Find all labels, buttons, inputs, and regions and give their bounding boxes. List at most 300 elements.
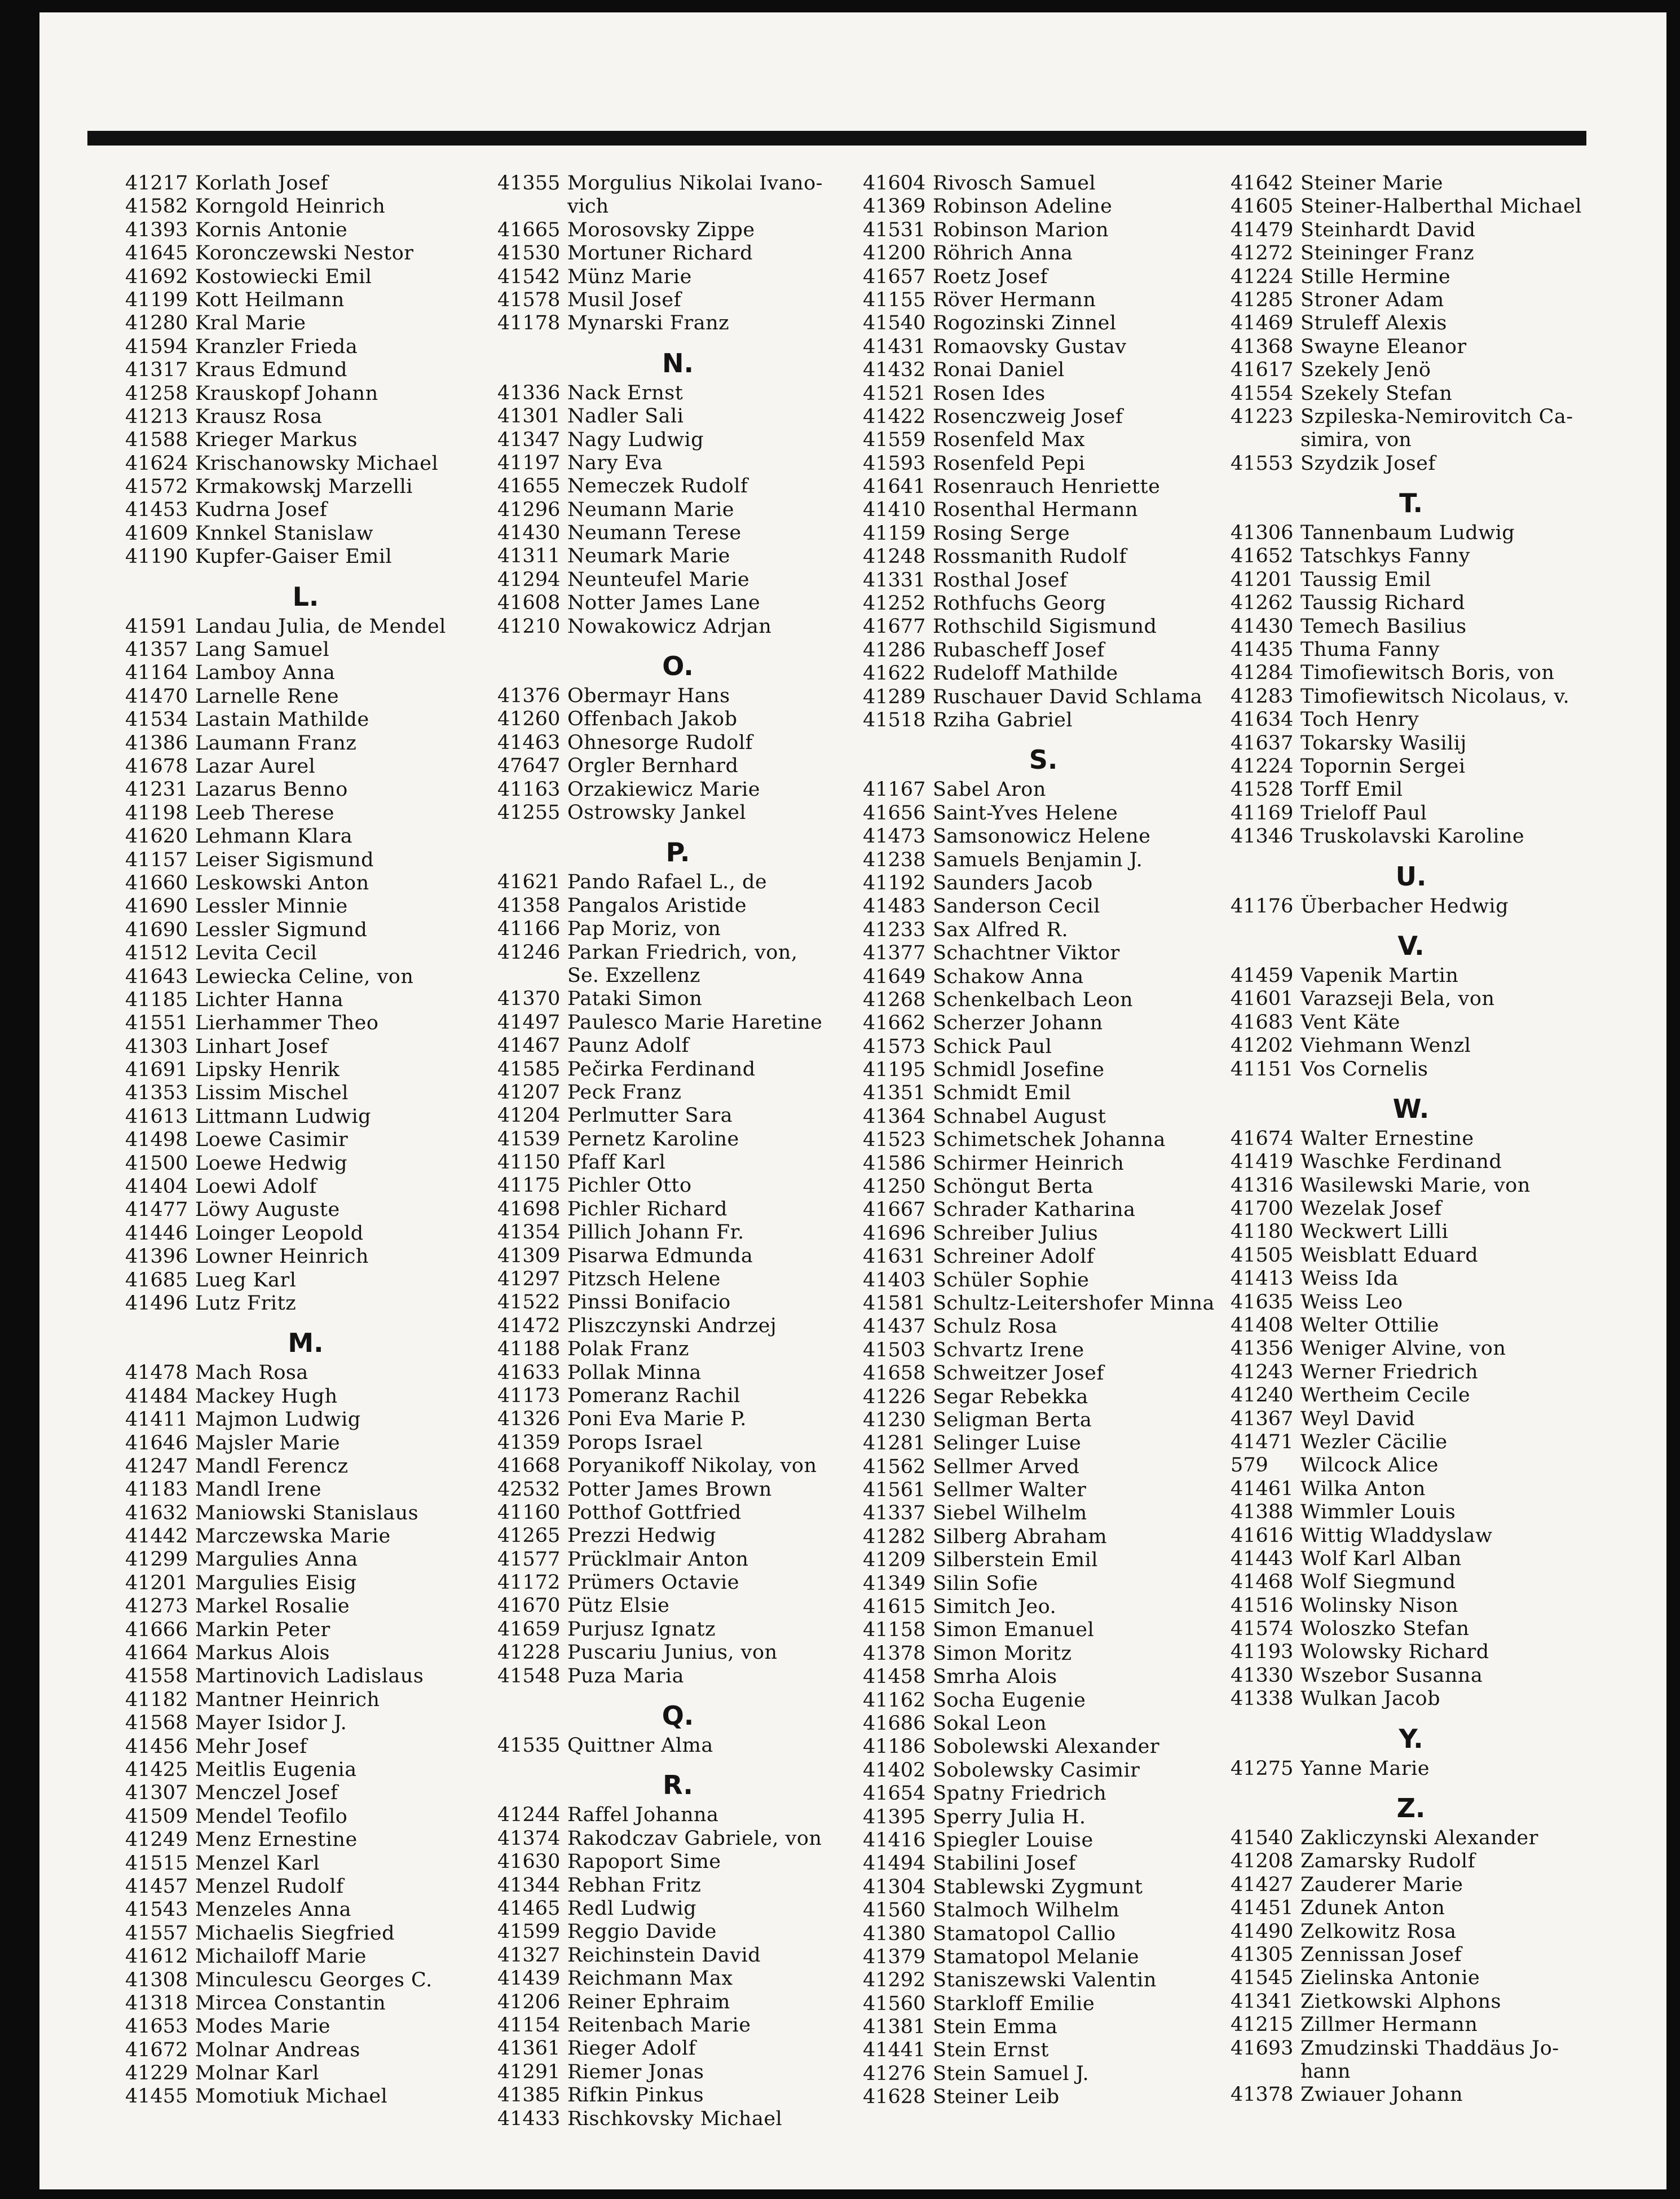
directory-entry xyxy=(1231,1664,1591,1687)
entry-number: 41690 xyxy=(125,918,188,941)
entry-number: 41528 xyxy=(1231,778,1294,801)
entry-number: 41441 xyxy=(863,2039,926,2062)
directory-entry xyxy=(125,2062,486,2085)
entry-number: 41674 xyxy=(1231,1127,1294,1150)
entry-number: 41624 xyxy=(125,452,188,475)
entry-number: 41164 xyxy=(125,662,188,685)
entry-name: Schultz-Leitershofer Minna xyxy=(933,1292,1215,1315)
entry-number: 41631 xyxy=(863,1245,926,1268)
entry-number: 41437 xyxy=(863,1315,926,1338)
directory-entry xyxy=(497,1641,858,1664)
entry-number: 41197 xyxy=(497,451,561,474)
entry-name: Struleff Alexis xyxy=(1300,312,1447,335)
entry-number: 41446 xyxy=(125,1222,188,1245)
section-letter-heading: L. xyxy=(292,581,319,612)
entry-name: Sabel Aron xyxy=(933,778,1046,801)
directory-entry xyxy=(1231,1244,1591,1267)
entry-number: 41469 xyxy=(1231,312,1294,335)
entry-number: 41457 xyxy=(125,1875,188,1898)
entry-name: Wszebor Susanna xyxy=(1300,1664,1483,1687)
directory-entry xyxy=(1231,1641,1591,1664)
directory-entry xyxy=(1231,1594,1591,1618)
entry-name: Schulz Rosa xyxy=(933,1315,1058,1338)
entry-number: 41562 xyxy=(863,1455,926,1478)
entry-name: Potthof Gottfried xyxy=(567,1501,742,1524)
entry-name: Swayne Eleanor xyxy=(1300,335,1467,358)
entry-number: 41470 xyxy=(125,685,188,708)
directory-entry xyxy=(125,1245,486,1268)
directory-entry xyxy=(125,266,486,289)
directory-entry xyxy=(125,1129,486,1152)
entry-number: 41182 xyxy=(125,1688,188,1711)
directory-entry xyxy=(1231,1618,1591,1641)
entry-name: Margulies Eisig xyxy=(195,1571,357,1594)
entry-number: 579 xyxy=(1231,1454,1268,1477)
directory-entry xyxy=(863,1899,1224,1922)
directory-entry xyxy=(497,1734,858,1757)
entry-number: 41523 xyxy=(863,1129,926,1152)
entry-name: Rosenfeld Pepi xyxy=(933,452,1086,475)
entry-name: Nary Eva xyxy=(567,451,663,474)
entry-name: Pütz Elsie xyxy=(567,1594,670,1618)
entry-number: 41645 xyxy=(125,242,188,265)
directory-entry xyxy=(125,429,486,452)
entry-name: Rosen Ides xyxy=(933,382,1046,405)
directory-entry xyxy=(1231,1967,1591,1990)
entry-name: Krausz Rosa xyxy=(195,405,323,428)
directory-entry xyxy=(125,1012,486,1035)
entry-number: 41173 xyxy=(497,1384,561,1407)
entry-name: Korlath Josef xyxy=(195,172,329,195)
entry-number: 41364 xyxy=(863,1105,926,1128)
entry-name: Lipsky Henrik xyxy=(195,1059,340,1082)
entry-name: Vent Käte xyxy=(1300,1011,1400,1034)
entry-number: 41280 xyxy=(125,312,188,335)
entry-name: Larnelle Rene xyxy=(195,685,339,708)
directory-entry xyxy=(497,545,858,568)
entry-number: 41410 xyxy=(863,499,926,522)
entry-name: Schirmer Heinrich xyxy=(933,1152,1125,1175)
entry-number: 41646 xyxy=(125,1431,188,1455)
entry-number: 41379 xyxy=(863,1945,926,1968)
entry-name: Yanne Marie xyxy=(1300,1757,1430,1780)
entry-name: Mircea Constantin xyxy=(195,1991,386,2015)
entry-name: Pomeranz Rachil xyxy=(567,1384,740,1407)
directory-entry xyxy=(863,195,1224,218)
entry-name: Momotiuk Michael xyxy=(195,2085,388,2108)
entry-name: Neumann Terese xyxy=(567,522,742,545)
entry-name: Pichler Richard xyxy=(567,1197,727,1220)
entry-name: Tannenbaum Ludwig xyxy=(1300,522,1515,545)
directory-entry xyxy=(125,1082,486,1105)
directory-entry xyxy=(863,1152,1224,1175)
entry-name: Porops Israel xyxy=(567,1431,703,1454)
directory-entry xyxy=(863,1526,1224,1549)
entry-name: Menzel Karl xyxy=(195,1852,320,1875)
directory-entry xyxy=(863,1245,1224,1268)
entry-name: Leeb Therese xyxy=(195,801,334,825)
entry-name: Leskowski Anton xyxy=(195,871,369,894)
entry-name: Kostowiecki Emil xyxy=(195,265,372,288)
entry-number: 41403 xyxy=(863,1268,926,1292)
directory-entry xyxy=(497,1174,858,1197)
entry-name: Silin Sofie xyxy=(933,1572,1038,1595)
entry-name: Schimetschek Johanna xyxy=(933,1129,1166,1152)
entry-number: 41456 xyxy=(125,1735,188,1758)
entry-name: Werner Friedrich xyxy=(1300,1360,1479,1383)
entry-number: 41574 xyxy=(1231,1618,1294,1641)
entry-number: 41430 xyxy=(1231,615,1294,638)
directory-entry xyxy=(125,1035,486,1059)
entry-number: 41582 xyxy=(125,195,188,218)
entry-name: Zwiauer Johann xyxy=(1300,2083,1463,2107)
entry-number: 41630 xyxy=(497,1850,561,1874)
directory-entry xyxy=(863,1806,1224,1829)
entry-name: Obermayr Hans xyxy=(567,685,730,708)
entry-name: Pinssi Bonifacio xyxy=(567,1291,731,1314)
entry-number: 41425 xyxy=(125,1759,188,1781)
entry-name: Trieloff Paul xyxy=(1300,801,1427,825)
directory-entry xyxy=(125,895,486,918)
entry-number: 41572 xyxy=(125,475,188,499)
entry-number: 41696 xyxy=(863,1222,926,1245)
entry-number: 41692 xyxy=(125,265,188,288)
entry-number: 41226 xyxy=(863,1385,926,1408)
entry-number: 41185 xyxy=(125,988,188,1011)
entry-number: 41443 xyxy=(1231,1547,1294,1570)
entry-name: Weniger Alvine, von xyxy=(1300,1337,1506,1360)
top-rule xyxy=(87,131,1586,146)
directory-entry xyxy=(863,266,1224,289)
entry-number: 41690 xyxy=(125,895,188,918)
entry-name: Steiner Leib xyxy=(933,2086,1060,2109)
entry-number: 41192 xyxy=(863,871,926,894)
directory-entry xyxy=(497,242,858,265)
entry-number: 41311 xyxy=(497,545,561,568)
entry-name: Lutz Fritz xyxy=(195,1292,297,1315)
entry-number: 41282 xyxy=(863,1525,926,1548)
entry-name: Truskolavski Karoline xyxy=(1300,825,1525,848)
entry-number: 41512 xyxy=(125,942,188,965)
entry-number: 41458 xyxy=(863,1665,926,1689)
entry-number: 41258 xyxy=(125,382,188,405)
directory-entry xyxy=(497,266,858,289)
entry-number: 41337 xyxy=(863,1502,926,1525)
entry-name: Rifkin Pinkus xyxy=(567,2084,704,2107)
entry-number: 41230 xyxy=(863,1408,926,1431)
directory-entry xyxy=(497,1850,858,1874)
entry-number: 41522 xyxy=(497,1291,561,1314)
entry-name: Steiner Marie xyxy=(1300,172,1443,195)
entry-number: 41210 xyxy=(497,615,561,638)
entry-number: 41543 xyxy=(125,1898,188,1922)
entry-number: 41341 xyxy=(1231,1990,1294,2013)
entry-number: 41215 xyxy=(1231,2013,1294,2037)
directory-entry xyxy=(125,336,486,359)
entry-name: Silberstein Emil xyxy=(933,1549,1098,1572)
directory-entry xyxy=(497,685,858,708)
entry-number: 41338 xyxy=(1231,1687,1294,1711)
directory-entry xyxy=(863,686,1224,709)
entry-name: Wolowsky Richard xyxy=(1300,1641,1489,1664)
directory-entry xyxy=(863,1269,1224,1292)
entry-name: Zennissan Josef xyxy=(1300,1944,1462,1966)
entry-number: 41463 xyxy=(497,731,561,754)
directory-entry xyxy=(125,1665,486,1688)
directory-entry xyxy=(1231,1127,1591,1151)
entry-name: Nack Ernst xyxy=(567,381,684,404)
entry-number: 41233 xyxy=(863,918,926,941)
entry-name: Menz Ernestine xyxy=(195,1828,358,1852)
entry-number: 41154 xyxy=(497,2013,561,2037)
entry-name: Schrader Katharina xyxy=(933,1198,1136,1222)
entry-number: 41686 xyxy=(863,1712,926,1735)
entry-number: 41255 xyxy=(497,801,561,824)
entry-number: 41326 xyxy=(497,1408,561,1431)
entry-number: 41213 xyxy=(125,405,188,428)
entry-number: 41478 xyxy=(125,1361,188,1385)
directory-entry xyxy=(125,545,486,569)
directory-entry xyxy=(1231,1267,1591,1290)
entry-name: Saunders Jacob xyxy=(933,871,1093,894)
directory-entry xyxy=(1231,1850,1591,1873)
directory-entry xyxy=(497,522,858,545)
directory-entry xyxy=(125,1361,486,1385)
entry-name: Kraus Edmund xyxy=(195,359,348,382)
entry-number: 41419 xyxy=(1231,1151,1294,1174)
entry-number: 41483 xyxy=(863,895,926,918)
entry-number: 41151 xyxy=(1231,1057,1294,1081)
entry-number: 41591 xyxy=(125,615,188,638)
entry-name: Korngold Heinrich xyxy=(195,195,386,218)
entry-number: 41330 xyxy=(1231,1664,1294,1687)
directory-entry xyxy=(863,966,1224,989)
entry-name: Nadler Sali xyxy=(567,405,684,428)
directory-entry xyxy=(863,639,1224,662)
directory-entry xyxy=(1231,1524,1591,1548)
directory-entry xyxy=(497,1665,858,1688)
entry-number: 41291 xyxy=(497,2060,561,2083)
directory-entry xyxy=(125,312,486,335)
entry-name: Krieger Markus xyxy=(195,429,358,452)
directory-entry xyxy=(497,2037,858,2060)
directory-entry xyxy=(125,1502,486,1525)
entry-number: 41599 xyxy=(497,1920,561,1944)
entry-number: 41588 xyxy=(125,429,188,452)
entry-name: Wimmler Louis xyxy=(1300,1501,1456,1524)
directory-entry xyxy=(863,1665,1224,1689)
entry-number: 41560 xyxy=(863,1992,926,2015)
entry-number: 41658 xyxy=(863,1362,926,1385)
entry-number: 41601 xyxy=(1231,988,1294,1011)
entry-number: 41490 xyxy=(1231,1920,1294,1943)
entry-name: Littmann Ludwig xyxy=(195,1105,372,1128)
column-2 xyxy=(497,172,858,2131)
directory-entry xyxy=(863,1642,1224,1665)
entry-number: 41678 xyxy=(125,755,188,778)
entry-number: 42532 xyxy=(497,1478,561,1501)
entry-name: Rogozinski Zinnel xyxy=(933,312,1117,335)
directory-entry xyxy=(1231,638,1591,662)
entry-number: 41559 xyxy=(863,429,926,452)
entry-number: 41693 xyxy=(1231,2037,1294,2060)
entry-name: Stamatopol Melanie xyxy=(933,1945,1139,1968)
directory-entry xyxy=(1231,778,1591,801)
directory-entry xyxy=(1231,1874,1591,1897)
entry-name: Rothfuchs Georg xyxy=(933,592,1106,615)
entry-number: 41422 xyxy=(863,405,926,428)
directory-entry xyxy=(1231,382,1591,406)
entry-name: Rosing Serge xyxy=(933,522,1070,545)
entry-name: Loewi Adolf xyxy=(195,1175,317,1198)
entry-number: 41622 xyxy=(863,662,926,685)
entry-number: 41260 xyxy=(497,708,561,731)
directory-entry xyxy=(863,1759,1224,1782)
directory-entry xyxy=(125,638,486,662)
entry-number: 41467 xyxy=(497,1034,561,1057)
directory-entry xyxy=(125,1478,486,1501)
directory-entry xyxy=(1231,802,1591,825)
entry-number: 41228 xyxy=(497,1641,561,1664)
entry-name: Pichler Otto xyxy=(567,1174,692,1197)
section-letter-heading: V. xyxy=(1397,930,1425,961)
directory-entry xyxy=(125,452,486,475)
directory-entry xyxy=(497,988,858,1011)
directory-entry xyxy=(863,1129,1224,1152)
entry-number: 41306 xyxy=(1231,522,1294,545)
directory-entry xyxy=(863,1386,1224,1409)
entry-name: Notter James Lane xyxy=(567,592,761,615)
directory-entry xyxy=(497,475,858,498)
directory-entry xyxy=(863,1175,1224,1198)
entry-number: 41285 xyxy=(1231,288,1294,311)
directory-entry xyxy=(863,1479,1224,1502)
entry-number: 41531 xyxy=(863,218,926,241)
entry-number: 41249 xyxy=(125,1828,188,1852)
entry-name: Morosovsky Zippe xyxy=(567,218,755,241)
directory-entry xyxy=(497,755,858,778)
entry-number: 41516 xyxy=(1231,1594,1294,1617)
entry-number: 41535 xyxy=(497,1734,561,1757)
entry-name: Wolinsky Nison xyxy=(1300,1594,1459,1617)
entry-number: 41477 xyxy=(125,1198,188,1222)
entry-name: Sperry Julia H. xyxy=(933,1805,1086,1828)
directory-entry xyxy=(863,942,1224,965)
directory-entry xyxy=(125,662,486,685)
entry-number: 41411 xyxy=(125,1408,188,1431)
directory-entry xyxy=(497,2084,858,2107)
directory-entry xyxy=(125,849,486,872)
entry-number: 41494 xyxy=(863,1852,926,1875)
entry-name: Mandl Irene xyxy=(195,1478,321,1501)
entry-number: 41395 xyxy=(863,1805,926,1828)
entry-number: 41292 xyxy=(863,1969,926,1992)
entry-number: 41621 xyxy=(497,871,561,894)
entry-number: 41296 xyxy=(497,498,561,521)
entry-name: Redl Ludwig xyxy=(567,1897,697,1920)
entry-number: 41193 xyxy=(1231,1641,1294,1664)
entry-number: 41198 xyxy=(125,801,188,825)
directory-entry xyxy=(1231,359,1591,382)
entry-name: Ruschauer David Schlama xyxy=(933,685,1203,708)
entry-name: Morgulius Nikolai Ivano- xyxy=(567,172,823,195)
directory-entry xyxy=(497,778,858,801)
entry-number: 41380 xyxy=(863,1922,926,1945)
entry-number: 41605 xyxy=(1231,195,1294,218)
entry-number: 41201 xyxy=(125,1571,188,1594)
entry-name: Starkloff Emilie xyxy=(933,1992,1095,2015)
entry-number: 41473 xyxy=(863,825,926,848)
entry-number: 41586 xyxy=(863,1152,926,1175)
directory-entry xyxy=(125,615,486,638)
entry-number: 41637 xyxy=(1231,731,1294,755)
entry-number: 41668 xyxy=(497,1455,561,1478)
entry-number: 41368 xyxy=(1231,335,1294,358)
directory-entry xyxy=(1231,1478,1591,1501)
entry-number: 41560 xyxy=(863,1899,926,1922)
entry-number: 41652 xyxy=(1231,545,1294,568)
directory-entry xyxy=(863,778,1224,801)
entry-name: Menzeles Anna xyxy=(195,1898,351,1922)
directory-entry xyxy=(125,1852,486,1875)
directory-entry xyxy=(125,382,486,406)
entry-name: Sax Alfred R. xyxy=(933,918,1069,941)
entry-number: 41175 xyxy=(497,1174,561,1197)
directory-entry xyxy=(125,732,486,755)
entry-number: 41594 xyxy=(125,335,188,358)
entry-name: Saint-Yves Helene xyxy=(933,801,1118,825)
directory-entry xyxy=(125,1828,486,1852)
entry-number: 41628 xyxy=(863,2086,926,2109)
entry-number: 41272 xyxy=(1231,242,1294,265)
directory-entry xyxy=(497,1245,858,1268)
entry-name: Marczewska Marie xyxy=(195,1525,391,1548)
entry-number: 41664 xyxy=(125,1642,188,1665)
entry-number: 41356 xyxy=(1231,1337,1294,1360)
directory-entry xyxy=(125,1782,486,1805)
directory-entry xyxy=(125,1992,486,2015)
entry-name: Ronai Daniel xyxy=(933,359,1065,382)
entry-name: Timofiewitsch Nicolaus, v. xyxy=(1300,685,1570,708)
directory-entry xyxy=(863,1035,1224,1059)
entry-name: Sanderson Cecil xyxy=(933,895,1100,918)
entry-name: Sokal Leon xyxy=(933,1712,1047,1735)
directory-entry xyxy=(1231,732,1591,755)
entry-number: 41217 xyxy=(125,172,188,195)
entry-name: Taussig Emil xyxy=(1300,568,1431,591)
entry-name: Lazar Aurel xyxy=(195,755,316,778)
entry-number: 41471 xyxy=(1231,1430,1294,1453)
entry-number: 41430 xyxy=(497,522,561,545)
directory-entry xyxy=(1231,1548,1591,1571)
entry-number: 41176 xyxy=(1231,894,1294,918)
directory-entry xyxy=(1231,1944,1591,1967)
directory-entry xyxy=(863,919,1224,942)
entry-name: Markel Rosalie xyxy=(195,1595,350,1618)
directory-entry xyxy=(497,2108,858,2131)
entry-name: Lazarus Benno xyxy=(195,778,348,801)
entry-name: Tokarsky Wasilij xyxy=(1300,731,1467,755)
section-letter-heading: S. xyxy=(1029,744,1058,775)
directory-entry xyxy=(125,1712,486,1735)
entry-name: Szydzik Josef xyxy=(1300,452,1436,475)
entry-number: 41604 xyxy=(863,172,926,195)
entry-number: 41209 xyxy=(863,1549,926,1572)
entry-number: 41472 xyxy=(497,1314,561,1337)
directory-entry xyxy=(125,755,486,778)
entry-number: 41665 xyxy=(497,218,561,241)
entry-name: Münz Marie xyxy=(567,265,692,288)
